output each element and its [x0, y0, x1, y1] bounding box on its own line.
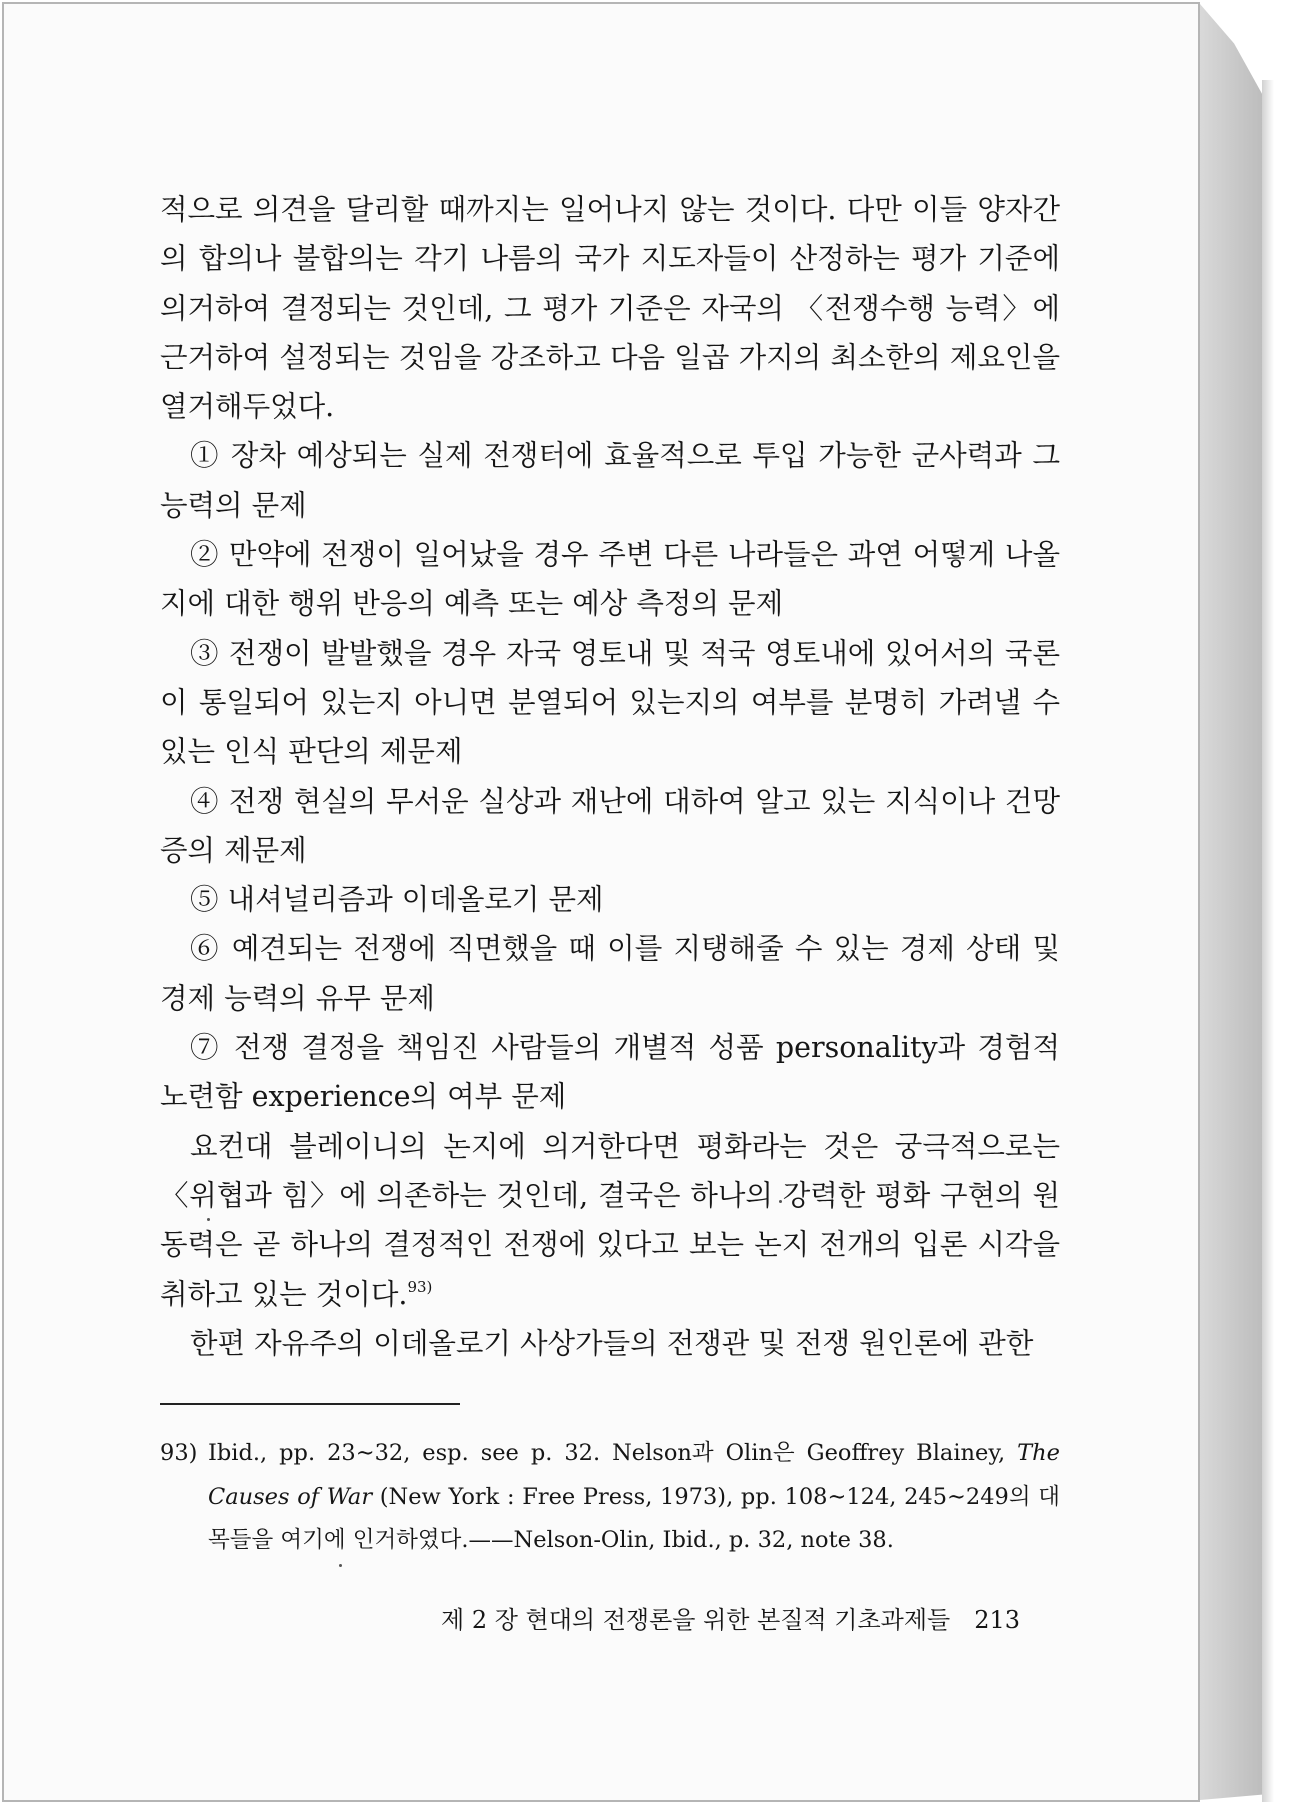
footnote-divider: [160, 1403, 460, 1405]
list-item-6: ⑥ 예견되는 전쟁에 직면했을 때 이를 지탱해줄 수 있는 경제 상태 및 경제 능력의 유무 문제: [160, 932, 1060, 1015]
footnote-number: 93): [160, 1440, 198, 1466]
list-item-4: ④ 전쟁 현실의 무서운 실상과 재난에 대하여 알고 있는 지식이나 건망증의 제문제: [160, 784, 1060, 867]
list-item-5: ⑤ 내셔널리즘과 이데올로기 문제: [190, 883, 604, 917]
book-shadow: [1262, 80, 1274, 1802]
footnote-reference[interactable]: 93): [407, 1277, 433, 1296]
footnote-text-part1: Ibid., pp. 23∼32, esp. see p. 32. Nelson과 Olin은 Geoffrey Blainey,: [208, 1440, 1018, 1466]
chapter-title: 제 2 장 현대의 전쟁론을 위한 본질적 기초과제들: [441, 1606, 951, 1634]
footnote-text-part2: (New York : Free Press, 1973), pp. 108∼124, 245∼249의 대목들을 여기에 인거하였다.——Nelson-Olin, Ibid., p. 32, note 38.: [208, 1483, 1060, 1554]
footnote: [160, 1432, 1060, 1563]
paragraph-summary-text: 요컨대 블레이니의 논지에 의거한다면 평화라는 것은 궁극적으로는 〈위협과 힘〉에 의존하는 것인데, 결국은 하나의 강력한 평화 구현의 원동력은 곧 하나의 결정적인 전쟁에 있다고 보는 논지 전개의 입론 시각을 취하고 있는 것이다.: [160, 1129, 1060, 1311]
paragraph-continued: 적으로 의견을 달리할 때까지는 일어나지 않는 것이다. 다만 이들 양자간의 합의나 불합의는 각기 나름의 국가 지도자들이 산정하는 평가 기준에 의거하여 결정되는 것인데, 그 평가 기준은 자국의 〈전쟁수행 능력〉에 근거하여 설정되는 것임을 강조하고 다음 일곱 가지의 최소한의 제요인을 열거해두었다.: [160, 193, 1060, 424]
book-title: The Causes of War: [208, 1440, 1060, 1510]
book-edge: [1200, 4, 1262, 1800]
paragraph-next: 한편 자유주의 이데올로기 사상가들의 전쟁관 및 전쟁 원인론에 관한: [190, 1326, 1034, 1360]
list-item-3: ③ 전쟁이 발발했을 경우 자국 영토내 및 적국 영토내에 있어서의 국론이 통일되어 있는지 아니면 분열되어 있는지의 여부를 분명히 가려낼 수 있는 인식 판단의 제문제: [160, 636, 1060, 769]
footnote-text: [208, 1432, 1060, 1563]
page-number: 213: [974, 1606, 1020, 1634]
scan-speck: [339, 1564, 342, 1567]
list-item-2: ② 만약에 전쟁이 일어났을 경우 주변 다른 나라들은 과연 어떻게 나올지에 대한 행위 반응의 예측 또는 예상 측정의 문제: [160, 538, 1060, 621]
paragraph-summary: [160, 1122, 1060, 1319]
running-footer: [441, 1600, 1020, 1635]
list-item-1: ① 장차 예상되는 실제 전쟁터에 효율적으로 투입 가능한 군사력과 그 능력의 문제: [160, 439, 1060, 522]
body-text: [160, 185, 1060, 1368]
list-item-7: ⑦ 전쟁 결정을 책임진 사람들의 개별적 성품 personality과 경험적 노련함 experience의 여부 문제: [160, 1031, 1060, 1114]
